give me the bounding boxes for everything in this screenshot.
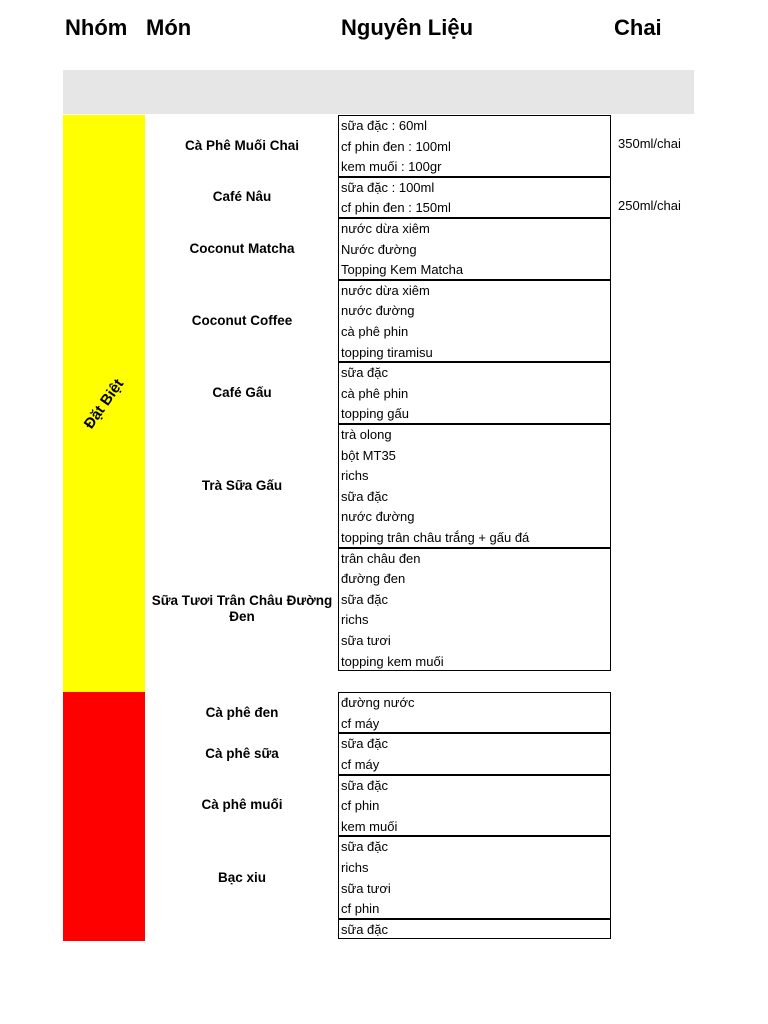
header-ingredients: Nguyên Liệu: [341, 15, 474, 40]
ingredient-row: topping gấu: [341, 406, 409, 422]
dish-name: Cà Phê Muối Chai: [184, 137, 299, 153]
table-header: [63, 70, 694, 114]
ingredient-row: topping trân châu trắng + gấu đá: [341, 530, 530, 545]
ingredient-row: topping tiramisu: [341, 344, 433, 360]
header-dish: Món: [146, 15, 192, 40]
ingredient-row: sữa tươi: [341, 633, 391, 648]
group-band: [63, 115, 145, 692]
dish-name: Café Nâu: [212, 189, 272, 205]
header-group: Nhóm: [65, 15, 128, 40]
ingredient-row: cf phin đen : 150ml: [341, 200, 451, 216]
dish-name: Cà phê đen: [205, 704, 279, 720]
ingredient-row: topping kem muối: [341, 653, 444, 669]
dish-name: Coconut Coffee: [191, 312, 293, 328]
dish-name: Café Gấu: [212, 385, 272, 401]
bottle-size: 350ml/chai: [618, 136, 681, 151]
ingredient-row: richs: [341, 612, 369, 628]
dish-name: [150, 919, 334, 940]
ingredient-row: đường nước: [341, 695, 415, 711]
ingredient-row: cf phin: [341, 798, 380, 814]
dish-name: Bạc xiu: [217, 869, 267, 885]
dish-name: Cà phê muối: [201, 797, 283, 813]
ingredient-row: sữa đặc: [341, 365, 389, 381]
group-band: [63, 692, 145, 941]
ingredient-row: sữa đặc: [341, 839, 389, 855]
group-label: Đặt Biệt: [80, 375, 128, 432]
dish-name: Trà Sữa Gấu: [201, 477, 283, 493]
ingredient-row: cf phin đen : 100ml: [341, 138, 451, 154]
ingredient-row: nước đường: [341, 509, 415, 525]
ingredient-row: cf máy: [341, 715, 380, 731]
ingredient-row: trà olong: [341, 427, 392, 442]
bottle-size: 250ml/chai: [618, 197, 681, 213]
ingredient-row: đường đen: [341, 571, 406, 587]
ingredient-row: sữa đặc: [341, 921, 389, 937]
ingredient-row: richs: [341, 860, 369, 875]
dish-name: Cà phê sữa: [205, 745, 279, 761]
ingredient-row: cf phin: [341, 901, 380, 917]
ingredient-row: Nước đường: [341, 241, 417, 257]
ingredient-row: cà phê phin: [341, 385, 409, 401]
ingredient-row: trân châu đen: [341, 550, 421, 566]
ingredient-row: kem muối: [341, 818, 398, 834]
ingredient-row: bột MT35: [341, 447, 396, 463]
ingredient-row: richs: [341, 468, 369, 484]
ingredient-row: cà phê phin: [341, 324, 409, 339]
ingredient-row: nước dừa xiêm: [341, 221, 430, 236]
ingredient-row: nước dừa xiêm: [341, 282, 430, 298]
ingredient-row: sữa đặc: [341, 736, 389, 752]
ingredient-row: Topping Kem Matcha: [341, 262, 464, 278]
ingredient-row: kem muối : 100gr: [341, 159, 442, 175]
dish-name: Coconut Matcha: [189, 240, 295, 256]
ingredient-row: sữa đặc : 100ml: [341, 179, 435, 195]
ingredient-row: sữa đặc : 60ml: [341, 118, 428, 133]
ingredient-row: sữa tươi: [341, 880, 391, 896]
ingredient-row: sữa đặc: [341, 488, 389, 504]
header-bottle: Chai: [614, 15, 662, 40]
ingredient-row: cf máy: [341, 757, 380, 772]
dish-name: Sữa Tươi Trân Châu Đường Đen: [151, 593, 333, 625]
ingredient-row: sữa đặc: [341, 777, 389, 793]
ingredient-row: nước đường: [341, 303, 415, 319]
ingredient-row: sữa đặc: [341, 591, 389, 607]
